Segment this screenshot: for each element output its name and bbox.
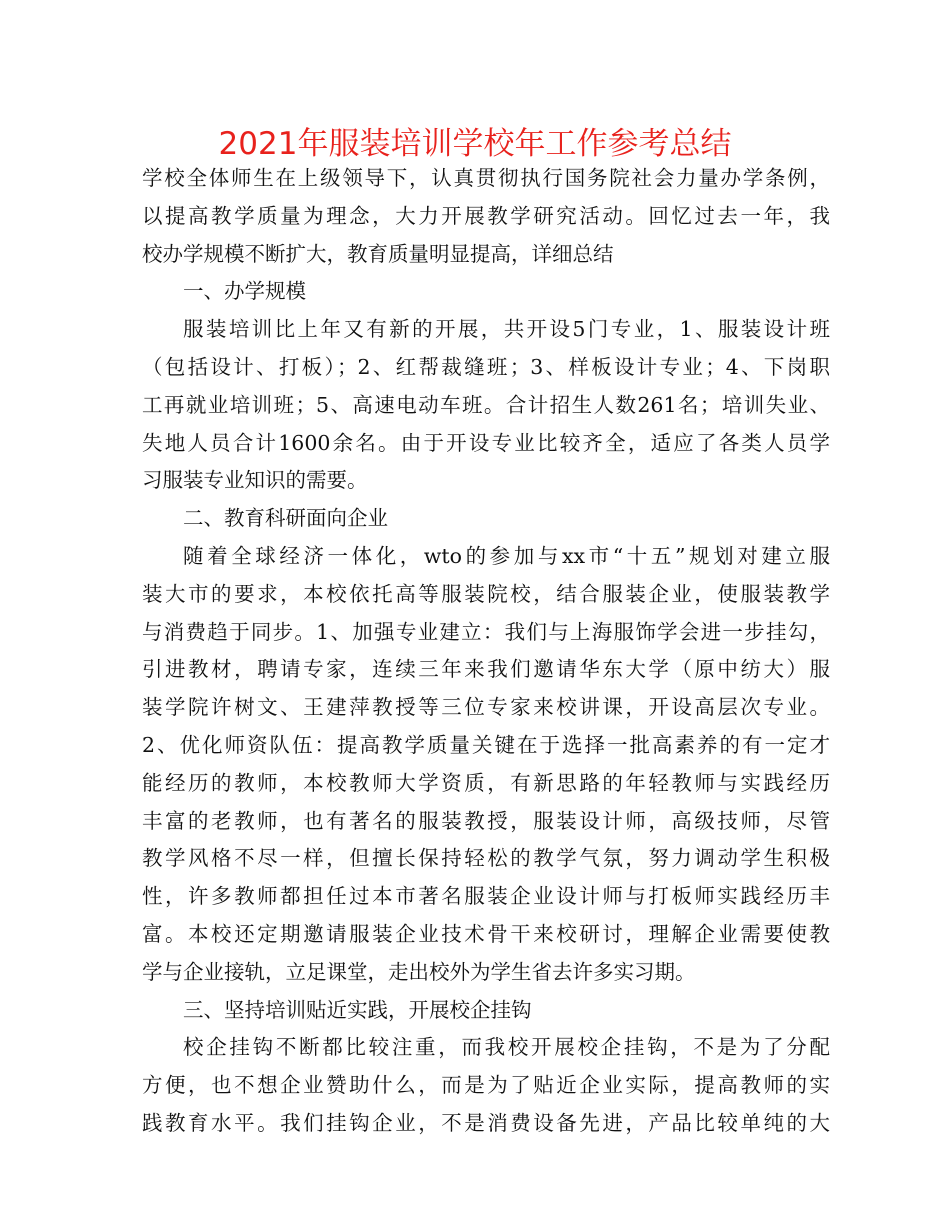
body-line: 引进教材，聘请专家，连续三年来我们邀请华东大学（原中纺大）服 — [142, 657, 830, 682]
body-line: 富。本校还定期邀请服装企业技术骨干来校研讨，理解企业需要使教 — [142, 921, 830, 946]
body-line: 2、优化师资队伍：提高教学质量关键在于选择一批高素养的有一定才 — [142, 732, 830, 757]
section-heading: 三、坚持培训贴近实践，开展校企挂钩 — [183, 997, 532, 1022]
body-line: 学校全体师生在上级领导下，认真贯彻执行国务院社会力量办学条例， — [142, 166, 830, 190]
body-line: 装大市的要求，本校依托高等服装院校，结合服装企业，使服装教学 — [142, 581, 830, 606]
body-line: 装学院许树文、王建萍教授等三位专家来校讲课，开设高层次专业。 — [142, 695, 830, 720]
body-line: 工再就业培训班；5、高速电动车班。合计招生人数261名；培训失业、 — [142, 392, 830, 417]
body-line: 与消费趋于同步。1、加强专业建立：我们与上海服饰学会进一步挂勾， — [142, 619, 830, 644]
body-line: 性，许多教师都担任过本市著名服装企业设计师与打板师实践经历丰 — [142, 884, 830, 909]
document-title: 2021年服装培训学校年工作参考总结 — [218, 126, 732, 162]
body-line: 校办学规模不断扩大，教育质量明显提高，详细总结 — [142, 241, 614, 266]
section-heading: 一、办学规模 — [183, 279, 306, 304]
body-line: 校企挂钩不断都比较注重，而我校开展校企挂钩，不是为了分配 — [183, 1035, 830, 1060]
body-line: 服装培训比上年又有新的开展，共开设5门专业，1、服装设计班 — [183, 317, 830, 342]
body-line: 以提高教学质量为理念，大力开展教学研究活动。回忆过去一年，我 — [142, 203, 830, 228]
body-line: 践教育水平。我们挂钩企业，不是消费设备先进，产品比较单纯的大 — [142, 1110, 830, 1135]
body-line: （包括设计、打板）；2、红帮裁缝班；3、样板设计专业；4、下岗职 — [142, 354, 830, 379]
body-line: 方便，也不想企业赞助什么，而是为了贴近企业实际，提高教师的实 — [142, 1073, 830, 1098]
body-line: 失地人员合计1600余名。由于开设专业比较齐全，适应了各类人员学 — [142, 430, 830, 455]
body-line: 随着全球经济一体化，wto的参加与xx市“十五”规划对建立服 — [183, 543, 830, 568]
body-line: 能经历的教师，本校教师大学资质，有新思路的年轻教师与实践经历 — [142, 770, 830, 795]
section-heading: 二、教育科研面向企业 — [183, 506, 388, 531]
body-line: 教学风格不尽一样，但擅长保持轻松的教学气氛，努力调动学生积极 — [142, 846, 830, 871]
body-line: 丰富的老教师，也有著名的服装教授，服装设计师，高级技师，尽管 — [142, 808, 830, 833]
body-line: 习服装专业知识的需要。 — [142, 468, 368, 493]
body-line: 学与企业接轨，立足课堂，走出校外为学生省去许多实习期。 — [142, 959, 696, 984]
document-body — [142, 160, 830, 1143]
